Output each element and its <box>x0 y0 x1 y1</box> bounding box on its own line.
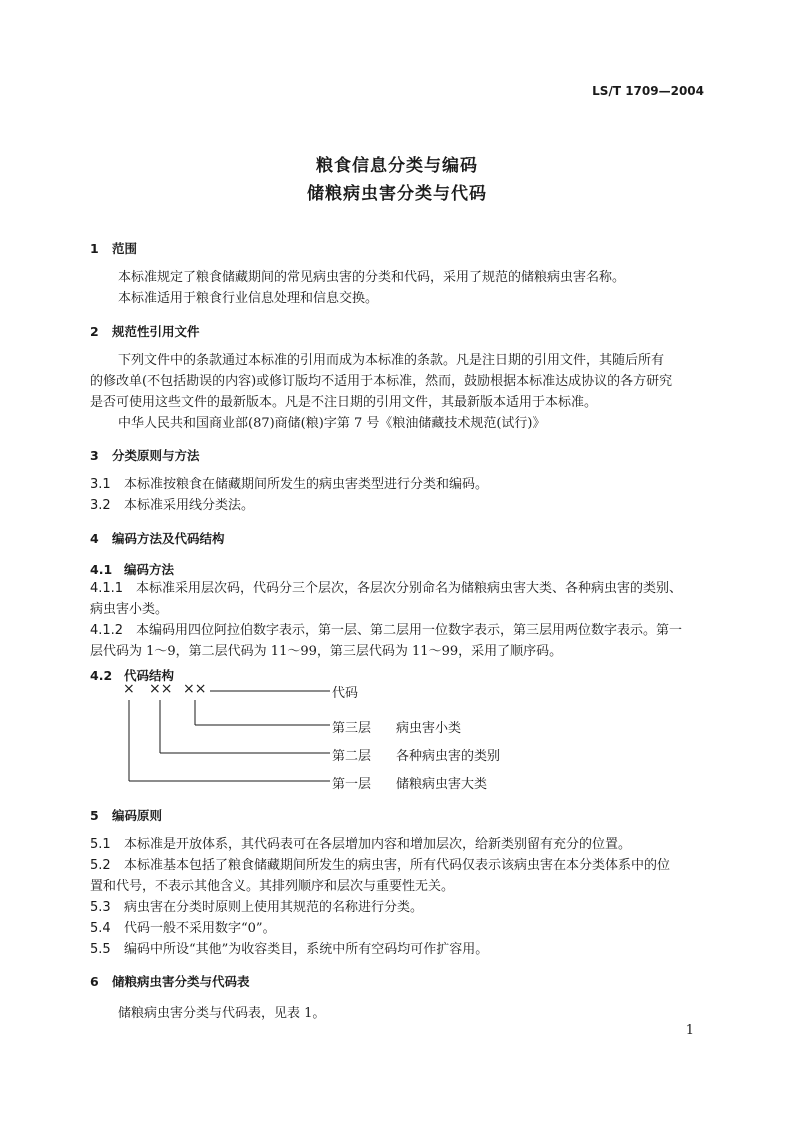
section-number: 4 <box>90 531 99 546</box>
subsection-4-1-heading <box>90 560 174 578</box>
clause-5-5 <box>90 939 708 960</box>
clause-number: 5.4 <box>90 921 111 936</box>
layer1-name: 第一层 <box>332 777 372 792</box>
clause-text: 本标准按粮食在储藏期间所发生的病虫害类型进行分类和编码。 <box>124 477 489 492</box>
section-number: 3 <box>90 448 99 463</box>
clause-4-1-1 <box>90 578 708 599</box>
clause-number: 5.5 <box>90 942 111 957</box>
layer2-digit-mark: ×× <box>149 681 173 697</box>
clause-text: 本标准采用层次码，代码分三个层次，各层次分别命名为储粮病虫害大类、各种病虫害的类别、 <box>136 581 683 596</box>
layer2-description: 各种病虫害的类别 <box>396 749 501 764</box>
clause-number: 3.1 <box>90 477 111 492</box>
clause-5-2 <box>90 855 708 876</box>
section-title: 编码方法及代码结构 <box>112 531 225 546</box>
clause-number: 5.3 <box>90 900 111 915</box>
clause-text: 本标准是开放体系，其代码表可在各层增加内容和增加层次，给新类别留有充分的位置。 <box>124 837 632 852</box>
paragraph: 本标准适用于粮食行业信息处理和信息交换。 <box>118 291 379 306</box>
paragraph-line: 是否可使用这些文件的最新版本。凡是不注日期的引用文件，其最新版本适用于本标准。 <box>90 395 598 410</box>
section-number: 1 <box>90 241 99 256</box>
clause-continuation: 置和代号，不表示其他含义。其排列顺序和层次与重要性无关。 <box>90 879 455 894</box>
clause-text: 本标准基本包括了粮食储藏期间所发生的病虫害，所有代码仅表示该病虫害在本分类体系中的位 <box>124 858 671 873</box>
reference-document: 中华人民共和国商业部(87)商储(粮)字第 7 号《粮油储藏技术规范(试行)》 <box>118 416 546 431</box>
subsection-number: 4.2 <box>90 668 113 683</box>
standard-code: LS/T 1709—2004 <box>592 84 704 98</box>
clause-5-3 <box>90 897 708 918</box>
subsection-number: 4.1 <box>90 562 113 577</box>
subsection-title: 代码结构 <box>124 668 175 683</box>
clause-3-1 <box>90 474 708 495</box>
section-title: 储粮病虫害分类与代码表 <box>112 974 250 989</box>
clause-number: 5.1 <box>90 837 111 852</box>
document-title-line1: 粮食信息分类与编码 <box>316 156 478 176</box>
clause-text: 代码一般不采用数字“0”。 <box>124 921 276 936</box>
clause-continuation: 病虫害小类。 <box>90 602 169 617</box>
clause-number: 5.2 <box>90 858 111 873</box>
layer1-digit-mark: × <box>123 681 135 697</box>
code-structure-diagram <box>118 680 538 800</box>
section-title: 规范性引用文件 <box>112 324 200 339</box>
document-title-line2: 储粮病虫害分类与代码 <box>307 184 487 204</box>
layer3-name: 第三层 <box>332 721 372 736</box>
layer1-description: 储粮病虫害大类 <box>396 777 488 792</box>
clause-text: 病虫害在分类时原则上使用其规范的名称进行分类。 <box>124 900 424 915</box>
section-5-heading <box>90 806 162 824</box>
section-2-heading <box>90 322 200 340</box>
layer3-description: 病虫害小类 <box>396 721 462 736</box>
clause-number: 4.1.2 <box>90 623 124 638</box>
section-number: 6 <box>90 974 99 989</box>
clause-text: 本编码用四位阿拉伯数字表示，第一层、第二层用一位数字表示，第三层用两位数字表示。第一 <box>136 623 683 638</box>
paragraph-line: 下列文件中的条款通过本标准的引用而成为本标准的条款。凡是注日期的引用文件，其随后所有 <box>118 353 665 368</box>
clause-3-2 <box>90 495 708 516</box>
paragraph-line: 的修改单(不包括勘误的内容)或修订版均不适用于本标准，然而，鼓励根据本标准达成协议的各方研究 <box>90 374 673 389</box>
section-number: 5 <box>90 808 99 823</box>
clause-number: 4.1.1 <box>90 581 124 596</box>
section-1-heading <box>90 239 137 257</box>
layer2-name: 第二层 <box>332 749 372 764</box>
section-number: 2 <box>90 324 99 339</box>
clause-continuation: 层代码为 1～9，第二层代码为 11～99，第三层代码为 11～99，采用了顺序码。 <box>90 644 563 659</box>
section-6-heading <box>90 972 250 990</box>
page-number: 1 <box>685 1023 694 1038</box>
clause-5-4 <box>90 918 708 939</box>
section-4-heading <box>90 529 225 547</box>
section-title: 编码原则 <box>112 808 163 823</box>
clause-5-1 <box>90 834 708 855</box>
clause-text: 本标准采用线分类法。 <box>124 498 255 513</box>
paragraph: 储粮病虫害分类与代码表，见表 1。 <box>118 1006 326 1021</box>
paragraph: 本标准规定了粮食储藏期间的常见病虫害的分类和代码，采用了规范的储粮病虫害名称。 <box>118 270 626 285</box>
layer3-digit-mark: ×× <box>183 681 207 697</box>
clause-text: 编码中所设“其他”为收容类目，系统中所有空码均可作扩容用。 <box>124 942 489 957</box>
subsection-title: 编码方法 <box>124 562 175 577</box>
clause-number: 3.2 <box>90 498 111 513</box>
section-title: 范围 <box>112 241 138 256</box>
clause-4-1-2 <box>90 620 708 641</box>
code-label: 代码 <box>332 686 359 701</box>
section-title: 分类原则与方法 <box>112 448 200 463</box>
section-3-heading <box>90 446 200 464</box>
